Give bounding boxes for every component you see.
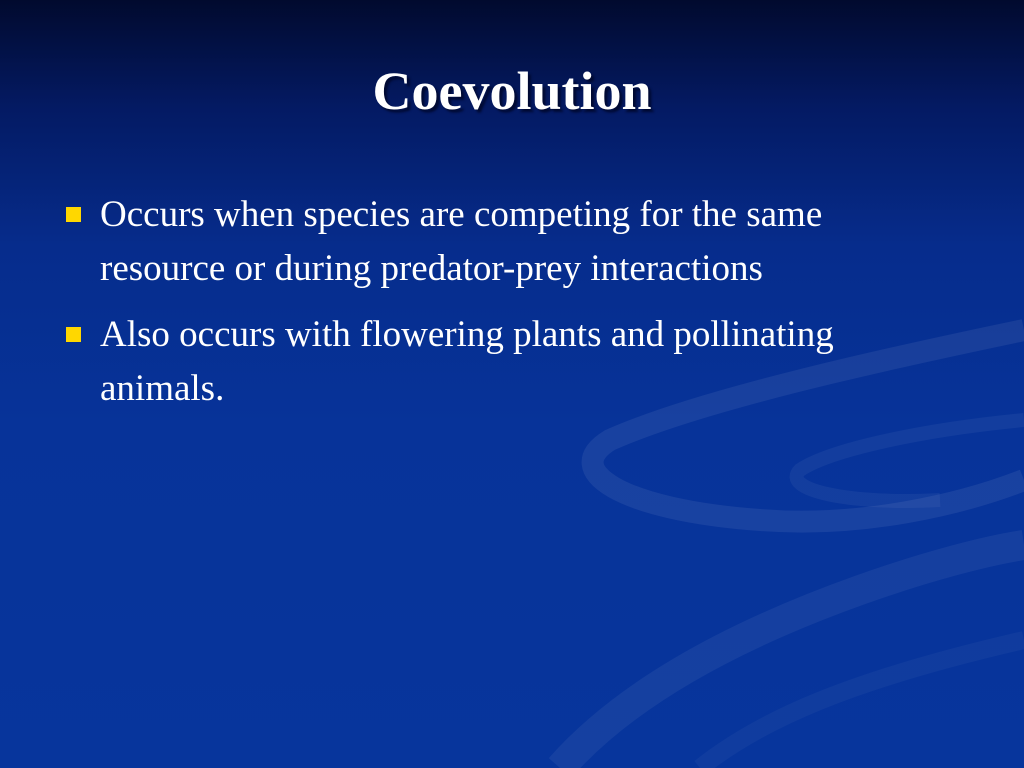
square-bullet-icon (66, 327, 81, 342)
slide-title: Coevolution (372, 61, 652, 121)
bullet-list (62, 188, 892, 428)
bullet-text: Occurs when species are competing for the same resource or during predator-prey interactions (100, 194, 823, 289)
square-bullet-icon (66, 207, 81, 222)
bullet-item (62, 308, 892, 416)
bullet-item (62, 188, 892, 296)
bullet-text: Also occurs with flowering plants and pollinating animals. (100, 314, 834, 409)
